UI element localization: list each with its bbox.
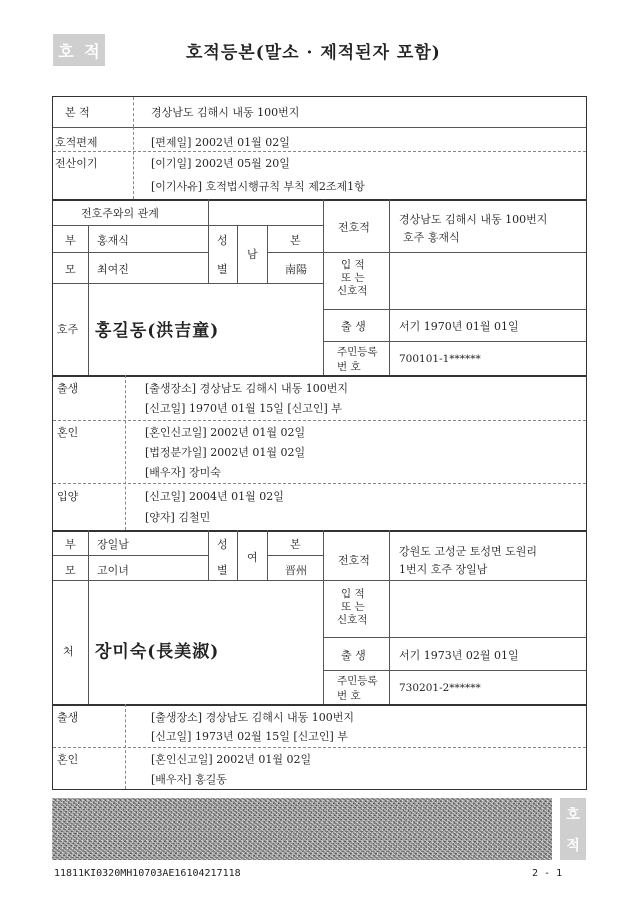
entry-label-2: 또 는	[341, 601, 365, 613]
entry-label-3: 신호적	[337, 614, 368, 626]
divider	[323, 199, 324, 375]
prev-register-line-1: 강원도 고성군 토성면 도원리	[399, 545, 538, 558]
event-label: 혼인	[57, 753, 79, 766]
rrn-label-2: 번 호	[337, 690, 361, 702]
pyeonje-value: [편제일] 2002년 01월 02일	[151, 136, 290, 149]
father-name: 홍재식	[97, 234, 129, 247]
event-line: [신고일] 2004년 01월 02일	[145, 490, 284, 503]
divider	[53, 375, 586, 377]
entry-label-3: 신호적	[337, 285, 368, 297]
jeonsan-line-2: [이기사유] 호적법시행규칙 부칙 제2조제1항	[151, 180, 365, 193]
rrn-label-1: 주민등록	[337, 675, 378, 687]
divider	[88, 530, 89, 704]
divider	[133, 127, 134, 199]
relation-header: 전호주와의 관계	[81, 207, 159, 220]
divider	[53, 555, 208, 556]
event-line: [혼인신고일] 2002년 01월 02일	[145, 426, 306, 439]
birth-label: 출 생	[341, 320, 366, 333]
person-role: 처	[63, 645, 74, 658]
event-line: [배우자] 장미숙	[145, 466, 221, 479]
sex-value: 여	[247, 551, 258, 564]
event-line: [혼인신고일] 2002년 01월 02일	[151, 753, 312, 766]
honjeok-value: 경상남도 김해시 내동 100번지	[151, 106, 300, 119]
jeonsan-line-1: [이기일] 2002년 05월 20일	[151, 157, 290, 170]
event-line: [신고일] 1970년 01월 15일 [신고인] 부	[145, 402, 342, 415]
prev-register-line-1: 경상남도 김해시 내동 100번지	[399, 213, 548, 226]
stamp-char-1: 호	[58, 41, 74, 61]
divider	[267, 555, 323, 556]
divider	[323, 580, 586, 581]
father-label: 부	[65, 234, 76, 247]
sex-label-1: 성	[217, 538, 228, 551]
divider	[53, 420, 586, 421]
mother-name: 최여진	[97, 263, 129, 276]
entry-label-2: 또 는	[341, 272, 365, 284]
event-label: 출생	[57, 711, 79, 724]
divider	[53, 283, 323, 284]
sex-label-2: 별	[217, 263, 228, 276]
divider	[208, 199, 209, 283]
page-number: 2 - 1	[532, 868, 563, 879]
register-sheet	[52, 96, 587, 790]
divider	[323, 341, 586, 342]
divider	[389, 199, 390, 375]
birth-value: 서기 1973년 02월 01일	[399, 649, 519, 662]
bon-label: 본	[290, 234, 301, 247]
event-line: [신고일] 1973년 02월 15일 [신고인] 부	[151, 730, 348, 743]
document-title: 호적등본(말소 · 제적된자 포함)	[186, 43, 441, 63]
divider	[53, 199, 586, 201]
prev-register-label: 전호적	[338, 221, 370, 234]
prev-register-line-2: 1번지 호주 장일남	[399, 563, 488, 576]
father-name: 장일남	[97, 538, 129, 551]
event-line: [출생장소] 경상남도 김해시 내동 100번지	[151, 711, 354, 724]
rrn-label-1: 주민등록	[337, 346, 378, 358]
event-line: [배우자] 홍길동	[151, 773, 227, 786]
divider	[323, 670, 586, 671]
divider	[323, 309, 586, 310]
sex-label-2: 별	[217, 564, 228, 577]
document-code: 11811KI0320MH10703AE16104217118	[54, 868, 241, 879]
side-stamp-char-2: 적	[566, 837, 580, 854]
side-stamp-char-1: 호	[566, 806, 580, 823]
birth-value: 서기 1970년 01월 01일	[399, 320, 519, 333]
divider	[53, 151, 586, 152]
divider	[237, 530, 238, 580]
event-label: 입양	[57, 490, 79, 503]
birth-label: 출 생	[341, 649, 366, 662]
rrn-value: 700101-1******	[399, 353, 481, 365]
divider	[237, 225, 238, 283]
divider	[323, 637, 586, 638]
pyeonje-label: 호적편제	[55, 136, 98, 149]
divider	[389, 530, 390, 704]
divider	[53, 483, 586, 484]
jeonsan-label: 전산이기	[55, 157, 98, 170]
side-stamp	[560, 798, 586, 860]
father-label: 부	[65, 538, 76, 551]
honjeok-label: 본 적	[65, 106, 90, 119]
sex-value: 남	[247, 248, 258, 261]
divider	[53, 530, 586, 532]
divider	[133, 97, 134, 127]
divider	[53, 580, 323, 581]
rrn-label-2: 번 호	[337, 361, 361, 373]
mother-name: 고이녀	[97, 564, 129, 577]
sex-label-1: 성	[217, 234, 228, 247]
mother-label: 모	[65, 263, 76, 276]
stamp-char-2: 적	[84, 41, 100, 61]
entry-label-1: 입 적	[341, 588, 365, 600]
event-label: 출생	[57, 382, 79, 395]
divider	[53, 252, 208, 253]
person-role: 호주	[57, 323, 79, 336]
event-line: [법정분가일] 2002년 01월 02일	[145, 446, 306, 459]
person-name: 장미숙(長美淑)	[95, 642, 220, 662]
divider	[267, 225, 268, 283]
prev-register-label: 전호적	[338, 554, 370, 567]
event-label: 혼인	[57, 426, 79, 439]
header-stamp	[53, 34, 105, 66]
divider	[323, 252, 586, 253]
divider	[53, 747, 586, 748]
divider	[88, 225, 89, 375]
event-line: [양자] 김철민	[145, 511, 211, 524]
mother-label: 모	[65, 564, 76, 577]
divider	[208, 530, 209, 580]
bon-value: 南陽	[285, 263, 307, 276]
bon-label: 본	[290, 538, 301, 551]
prev-register-line-2: 호주 홍재식	[403, 231, 460, 244]
person-name: 홍길동(洪吉童)	[95, 321, 220, 341]
entry-label-1: 입 적	[341, 259, 365, 271]
divider	[323, 530, 324, 704]
rrn-value: 730201-2******	[399, 682, 481, 694]
divider	[53, 225, 323, 226]
bon-value: 晋州	[285, 564, 307, 577]
divider	[125, 375, 126, 530]
divider	[53, 704, 586, 706]
security-pattern	[52, 798, 552, 860]
divider	[267, 252, 323, 253]
event-line: [출생장소] 경상남도 김해시 내동 100번지	[145, 382, 348, 395]
